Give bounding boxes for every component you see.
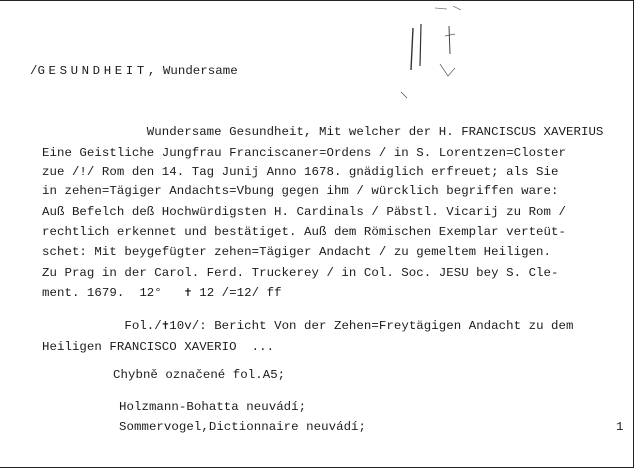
heading-separator: , <box>147 64 156 78</box>
page-number: 1 <box>616 420 624 434</box>
text-line: zue /!/ Rom den 14. Tag Junij Anno 1678. gnädiglich erfreuet; als Sie <box>42 165 559 179</box>
entry-heading <box>30 63 238 79</box>
text-line: Fol./✝10v/: Bericht Von der Zehen=Freytägigen Andacht zu dem <box>42 319 574 333</box>
text-line: rechtlich erkennet und bestätiget. Auß dem Römischen Exemplar verteüt- <box>42 225 566 239</box>
text-line: ment. 1679. 12° ✝ 12 /=12/ ff <box>42 286 282 300</box>
reference-line: Sommervogel,Dictionnaire neuvádí; <box>119 420 367 434</box>
reference-line: Holzmann-Bohatta neuvádí; <box>119 400 307 414</box>
text-line: Wundersame Gesundheit, Mit welcher der H. FRANCISCUS XAVERIUS <box>42 125 604 139</box>
heading-name: GESUNDHEIT <box>37 64 148 78</box>
text-line: schet: Mit beygefügter zehen=Tägiger Andacht / zu gemeltem Heiligen. <box>42 245 552 259</box>
text-line: Zu Prag in der Carol. Ferd. Truckerey / in Col. Soc. JESU bey S. Cle- <box>42 266 559 280</box>
text-line: Auß Befelch deß Hochwürdigsten H. Cardinals / Päbstl. Vicarij zu Rom / <box>42 205 566 219</box>
text-line: Heiligen FRANCISCO XAVERIO ... <box>42 340 275 354</box>
note-line: Chybně označené fol.A5; <box>113 368 286 382</box>
text-line: Eine Geistliche Jungfrau Franciscaner=Ordens / in S. Lorentzen=Closter <box>42 146 566 160</box>
handwritten-marks <box>395 6 475 106</box>
text-line: in zehen=Tägiger Andachts=Vbung gegen ihm / würcklich begriffen ware: <box>42 184 559 198</box>
heading-prefix: / <box>30 64 38 78</box>
heading-rest: Wundersame <box>162 64 238 78</box>
